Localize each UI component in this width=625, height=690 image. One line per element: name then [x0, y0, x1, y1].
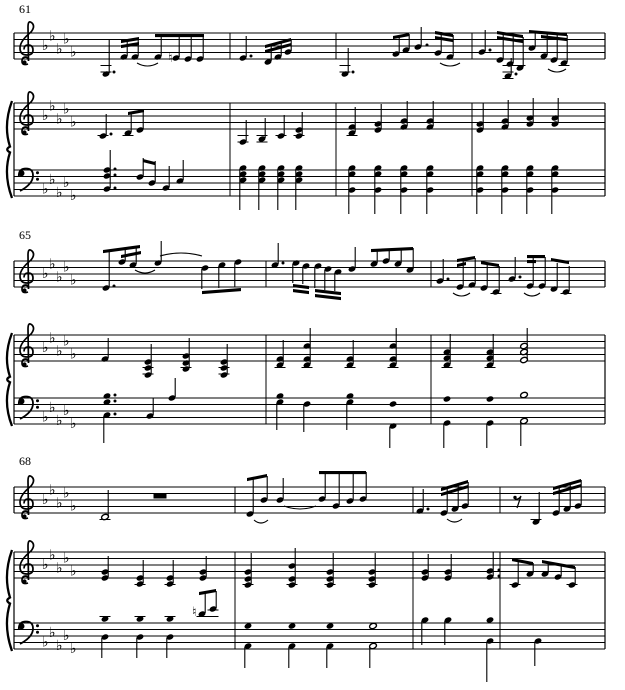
flat-sign-icon: ♭ — [49, 256, 56, 273]
beam — [155, 34, 204, 37]
flat-sign-icon: ♭ — [70, 563, 77, 580]
augmentation-dot — [114, 168, 117, 171]
measure-number: 61 — [19, 2, 31, 16]
tie-slur — [524, 293, 540, 296]
barlines — [14, 487, 605, 649]
flat-sign-icon: ♭ — [42, 266, 49, 283]
flat-sign-icon: ♭ — [70, 346, 77, 363]
ties — [137, 63, 566, 72]
flat-sign-icon: ♭ — [49, 547, 56, 564]
flat-sign-icon: ♭ — [49, 28, 56, 45]
beam — [481, 261, 499, 267]
brace-icon — [7, 101, 12, 198]
notehead — [103, 392, 112, 399]
beam — [435, 36, 453, 42]
flat-sign-icon: ♭ — [56, 343, 63, 360]
flat-sign-icon: ♭ — [63, 628, 70, 645]
augmentation-dot — [114, 174, 117, 177]
natural-sign-icon: ♮ — [192, 605, 197, 620]
beam — [319, 471, 366, 474]
notehead — [486, 395, 495, 402]
notehead — [276, 392, 285, 399]
whole-rest-icon — [154, 494, 167, 499]
beams — [199, 471, 581, 595]
flat-sign-icon: ♭ — [63, 31, 70, 48]
augmentation-dot — [114, 413, 117, 416]
beam — [512, 558, 533, 565]
augmentation-dot — [427, 508, 430, 511]
beam — [527, 255, 545, 258]
grand-staff-system — [7, 471, 605, 682]
augmentation-dot — [110, 133, 113, 136]
flat-sign-icon: ♭ — [56, 184, 63, 201]
augmentation-dot — [282, 262, 285, 265]
flat-sign-icon: ♭ — [70, 641, 77, 658]
beam — [202, 288, 241, 294]
flat-sign-icon: ♭ — [70, 188, 77, 205]
flat-sign-icon: ♭ — [42, 409, 49, 426]
beam — [293, 284, 309, 289]
beam — [435, 31, 453, 37]
beam — [551, 258, 569, 264]
flat-sign-icon: ♭ — [56, 495, 63, 512]
flat-sign-icon: ♭ — [63, 550, 70, 567]
notehead — [443, 395, 452, 402]
staff-lines — [14, 33, 605, 196]
augmentation-dot — [489, 49, 492, 52]
flat-sign-icon: ♭ — [70, 44, 77, 61]
bass-clef-icon — [19, 622, 40, 645]
augmentation-dot — [498, 569, 501, 572]
treble-clef-icon — [20, 250, 34, 293]
beam — [121, 37, 139, 43]
beam — [247, 474, 267, 481]
staff-lines — [14, 487, 605, 649]
flat-sign-icon: ♭ — [49, 330, 56, 347]
augmentation-dot — [114, 394, 117, 397]
flat-sign-icon: ♭ — [49, 171, 56, 188]
bass-clef-icon — [19, 397, 40, 420]
augmentation-dot — [352, 71, 355, 74]
flat-sign-icon: ♭ — [63, 333, 70, 350]
beam — [199, 589, 216, 595]
flat-sign-icon: ♭ — [63, 101, 70, 118]
flat-sign-icon: ♭ — [56, 111, 63, 128]
flat-sign-icon: ♭ — [42, 492, 49, 509]
beam — [541, 35, 567, 41]
beam — [393, 33, 409, 39]
notehead — [389, 400, 398, 407]
treble-clef-icon — [20, 22, 34, 65]
flat-sign-icon: ♭ — [49, 98, 56, 115]
augmentation-dot — [519, 276, 522, 279]
flat-sign-icon: ♭ — [42, 181, 49, 198]
augmentation-dot — [113, 71, 116, 74]
augmentation-dot — [114, 400, 117, 403]
beam — [315, 289, 341, 295]
brace-icon — [7, 333, 12, 426]
barlines — [14, 33, 605, 196]
flat-sign-icon: ♭ — [42, 38, 49, 55]
tie-slur — [160, 253, 202, 256]
beam — [371, 247, 413, 252]
flat-sign-icon: ♭ — [49, 624, 56, 641]
grand-staff-system — [7, 22, 605, 214]
beam — [143, 159, 155, 165]
tie-slur — [254, 520, 268, 523]
notes — [101, 241, 572, 448]
flat-sign-icon: ♭ — [42, 634, 49, 651]
treble-clef-icon — [20, 92, 34, 135]
treble-clef-icon — [20, 476, 34, 519]
flat-sign-icon: ♭ — [42, 340, 49, 357]
beams — [121, 30, 567, 165]
tie-slur — [135, 270, 155, 273]
treble-clef-icon — [20, 541, 34, 584]
measure-number: 68 — [19, 454, 31, 468]
flat-sign-icon: ♭ — [70, 114, 77, 131]
flat-sign-icon: ♭ — [70, 272, 77, 289]
flat-sign-icon: ♭ — [63, 403, 70, 420]
flat-sign-icon: ♭ — [42, 557, 49, 574]
beam — [121, 42, 139, 48]
flat-sign-icon: ♭ — [42, 108, 49, 125]
notes — [100, 472, 583, 682]
notes — [98, 27, 570, 214]
notehead — [346, 392, 355, 399]
augmentation-dot — [426, 44, 429, 47]
flat-sign-icon: ♭ — [49, 399, 56, 416]
bass-clef-icon — [19, 169, 40, 192]
flat-sign-icon: ♭ — [56, 269, 63, 286]
treble-clef-icon — [20, 324, 34, 367]
tie-slur — [440, 63, 460, 66]
augmentation-dot — [498, 575, 501, 578]
barlines — [14, 261, 605, 424]
flat-sign-icon: ♭ — [49, 482, 56, 499]
brace-icon — [7, 550, 12, 651]
flat-sign-icon: ♭ — [63, 175, 70, 192]
tie-slur — [137, 63, 158, 66]
augmentation-dot — [447, 278, 450, 281]
flat-sign-icon: ♭ — [56, 637, 63, 654]
tie-slur — [453, 293, 470, 296]
augmentation-dot — [250, 55, 253, 58]
flat-sign-icon: ♭ — [56, 412, 63, 429]
flat-sign-icon: ♭ — [63, 259, 70, 276]
tie-slur — [447, 519, 462, 522]
grand-staff-system — [7, 241, 605, 448]
flat-sign-icon: ♭ — [56, 41, 63, 58]
augmentation-dot — [515, 73, 518, 76]
beam — [293, 289, 309, 294]
augmentation-dot — [113, 285, 116, 288]
staff-lines — [14, 261, 605, 424]
beam — [103, 245, 140, 253]
measure-number: 65 — [19, 228, 31, 242]
flat-sign-icon: ♭ — [70, 498, 77, 515]
beam — [457, 262, 466, 267]
natural-sign-icon: ♮ — [168, 51, 173, 66]
flat-sign-icon: ♭ — [56, 560, 63, 577]
ties — [254, 506, 462, 523]
beam — [121, 251, 141, 258]
beam — [527, 260, 536, 263]
flat-sign-icon: ♭ — [70, 416, 77, 433]
tie-slur — [548, 69, 566, 72]
augmentation-dot — [114, 187, 117, 190]
beam — [315, 294, 341, 300]
flat-sign-icon: ♭ — [63, 485, 70, 502]
